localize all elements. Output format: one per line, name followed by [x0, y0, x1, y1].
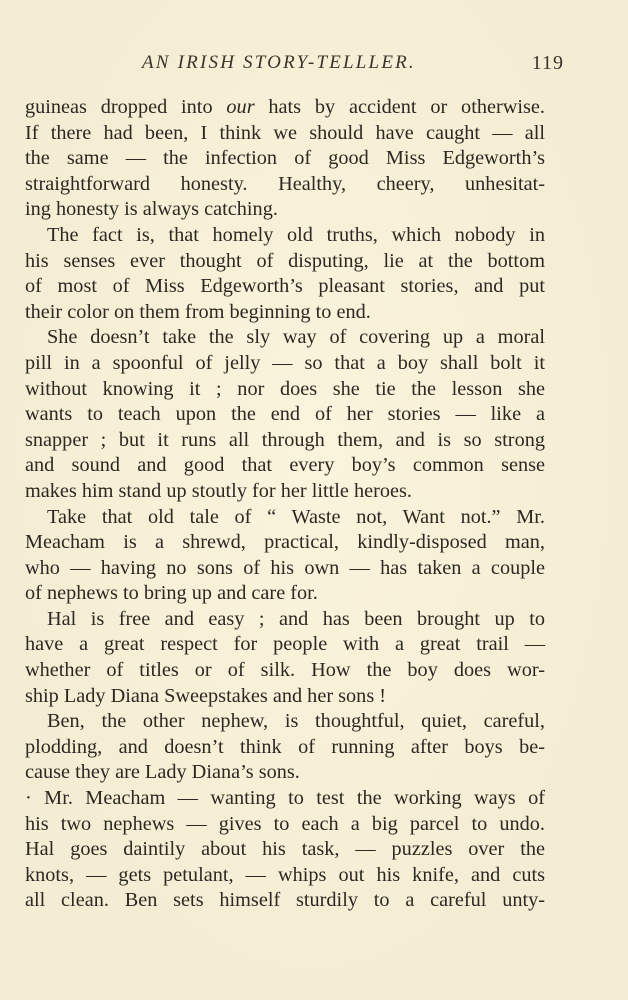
- text-line: ing honesty is always catching.: [25, 198, 278, 221]
- text-line: · Mr. Meacham — wanting to test the working ways of: [25, 787, 545, 810]
- text-line: of nephews to bring up and care for.: [25, 582, 318, 605]
- text-line: She doesn’t take the sly way of covering up a moral: [47, 326, 545, 349]
- text-line: who — having no sons of his own — has taken a couple: [25, 556, 545, 579]
- text-line: makes him stand up stoutly for her little heroes.: [25, 479, 412, 502]
- text-line: his senses ever thought of disputing, lie at the bottom: [25, 249, 545, 272]
- text-line: have a great respect for people with a great trail —: [25, 633, 545, 656]
- text-line: Hal goes daintily about his task, — puzzles over the: [25, 838, 545, 861]
- text-line: whether of titles or of silk. How the boy does wor-: [25, 659, 545, 682]
- page-number: 119: [531, 52, 564, 74]
- text-line: without knowing it ; nor does she tie the lesson she: [25, 377, 545, 400]
- text-line: their color on them from beginning to end.: [25, 300, 371, 323]
- text-line: cause they are Lady Diana’s sons.: [25, 761, 300, 784]
- text-line: ship Lady Diana Sweepstakes and her sons !: [25, 684, 387, 707]
- text-line: all clean. Ben sets himself sturdily to a careful unty-: [25, 889, 545, 912]
- text-line: knots, — gets petulant, — whips out his knife, and cuts: [25, 863, 545, 886]
- text-line: wants to teach upon the end of her stories — like a: [25, 403, 545, 426]
- text-line: guineas dropped into our hats by accident or otherwise.: [25, 96, 545, 118]
- body-text: [25, 95, 545, 914]
- running-title: AN IRISH STORY-TELLLER.: [142, 52, 416, 73]
- text-line: the same — the infection of good Miss Edgeworth’s: [25, 147, 545, 170]
- text-line: of most of Miss Edgeworth’s pleasant stories, and put: [25, 275, 545, 298]
- page-header: [22, 52, 616, 82]
- text-line: Meacham is a shrewd, practical, kindly-disposed man,: [25, 531, 545, 554]
- text-line: Hal is free and easy ; and has been brought up to: [47, 607, 545, 630]
- text-line: Take that old tale of “ Waste not, Want not.” Mr.: [47, 505, 545, 528]
- text-line: straightforward honesty. Healthy, cheery, unhesitat-: [25, 172, 545, 195]
- text-line: The fact is, that homely old truths, which nobody in: [47, 223, 545, 246]
- text-line: If there had been, I think we should have caught — all: [25, 121, 545, 144]
- text-line: and sound and good that every boy’s common sense: [25, 454, 545, 477]
- text-line: plodding, and doesn’t think of running after boys be-: [25, 735, 545, 758]
- text-line: his two nephews — gives to each a big parcel to undo.: [25, 812, 545, 835]
- text-line: pill in a spoonful of jelly — so that a boy shall bolt it: [25, 351, 545, 374]
- italic-word: our: [226, 96, 255, 118]
- text-line: snapper ; but it runs all through them, and is so strong: [25, 428, 545, 451]
- text-line: Ben, the other nephew, is thoughtful, quiet, careful,: [47, 710, 545, 733]
